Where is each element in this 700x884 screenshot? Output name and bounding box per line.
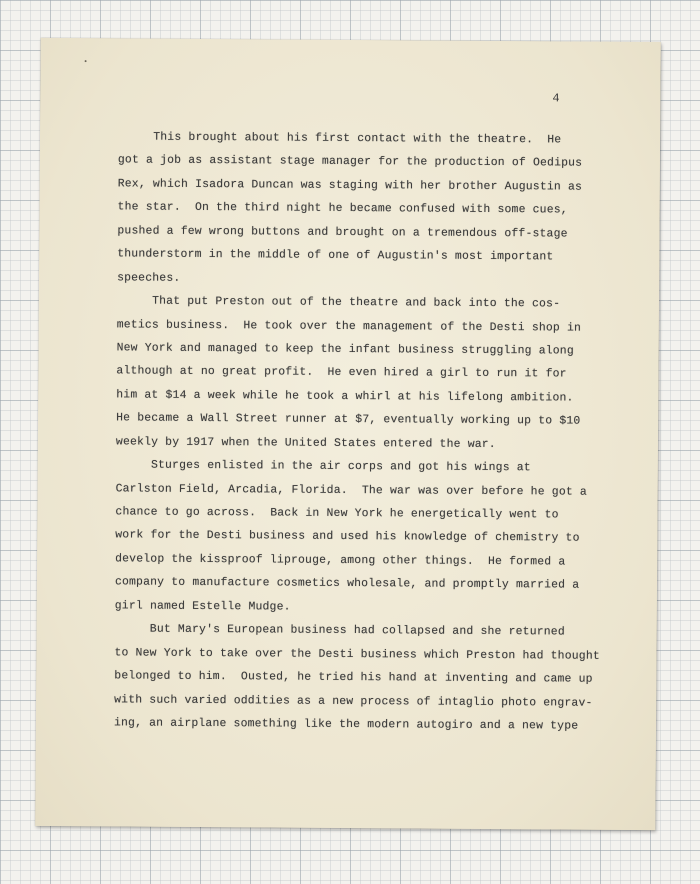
typewritten-page [35, 38, 660, 830]
text-line: girl named Estelle Mudge. [114, 600, 291, 614]
text-line: New York and managed to keep the infant business struggling along [116, 342, 574, 358]
body-text [114, 126, 623, 739]
text-line: metics business. He took over the management of the Desti shop in [116, 318, 582, 335]
text-line: chance to go across. Back in New York he energetically went to [115, 506, 559, 522]
text-line: belonged to him. Ousted, he tried his hand at inventing and came up [114, 670, 593, 686]
text-line: This brought about his first contact with the theatre. He [118, 131, 562, 147]
text-line: the star. On the third night he became confused with some cues, [117, 201, 568, 217]
paper-speck [85, 60, 87, 62]
text-line: pushed a few wrong buttons and brought on a tremendous off-stage [117, 225, 568, 241]
text-line: with such varied oddities as a new process of intaglio photo engrav- [114, 693, 593, 710]
text-line: to New York to take over the Desti business which Preston had thought [114, 647, 600, 663]
text-line: work for the Desti business and used his knowledge of chemistry to [115, 529, 580, 546]
text-line: thunderstorm in the middle of one of Augustin's most important [117, 248, 554, 264]
text-line: weekly by 1917 when the United States entered the war. [115, 436, 496, 451]
text-line: got a job as assistant stage manager for the production of Oedipus [117, 154, 583, 171]
text-line: Carlston Field, Arcadia, Florida. The war was over before he got a [115, 482, 588, 499]
text-line: company to manufacture cosmetics wholesale, and promptly married a [114, 576, 580, 592]
text-line: But Mary's European business had collapsed and she returned [114, 623, 565, 639]
page-number: 4 [552, 91, 560, 106]
text-line: him at $14 a week while he took a whirl at his lifelong ambition. [116, 389, 574, 405]
text-line: That put Preston out of the theatre and back into the cos- [116, 295, 561, 311]
text-line: develop the kissproof liprouge, among other things. He formed a [115, 553, 566, 569]
text-line: Sturges enlisted in the air corps and got his wings at [115, 459, 531, 475]
text-line: Rex, which Isadora Duncan was staging with her brother Augustin as [117, 178, 583, 194]
text-line: speeches. [117, 272, 181, 285]
text-line: ing, an airplane something like the modern autogiro and a new type [113, 717, 579, 733]
text-line: although at no great profit. He even hired a girl to run it for [116, 365, 567, 381]
text-line: He became a Wall Street runner at $7, eventually working up to $10 [116, 412, 581, 428]
